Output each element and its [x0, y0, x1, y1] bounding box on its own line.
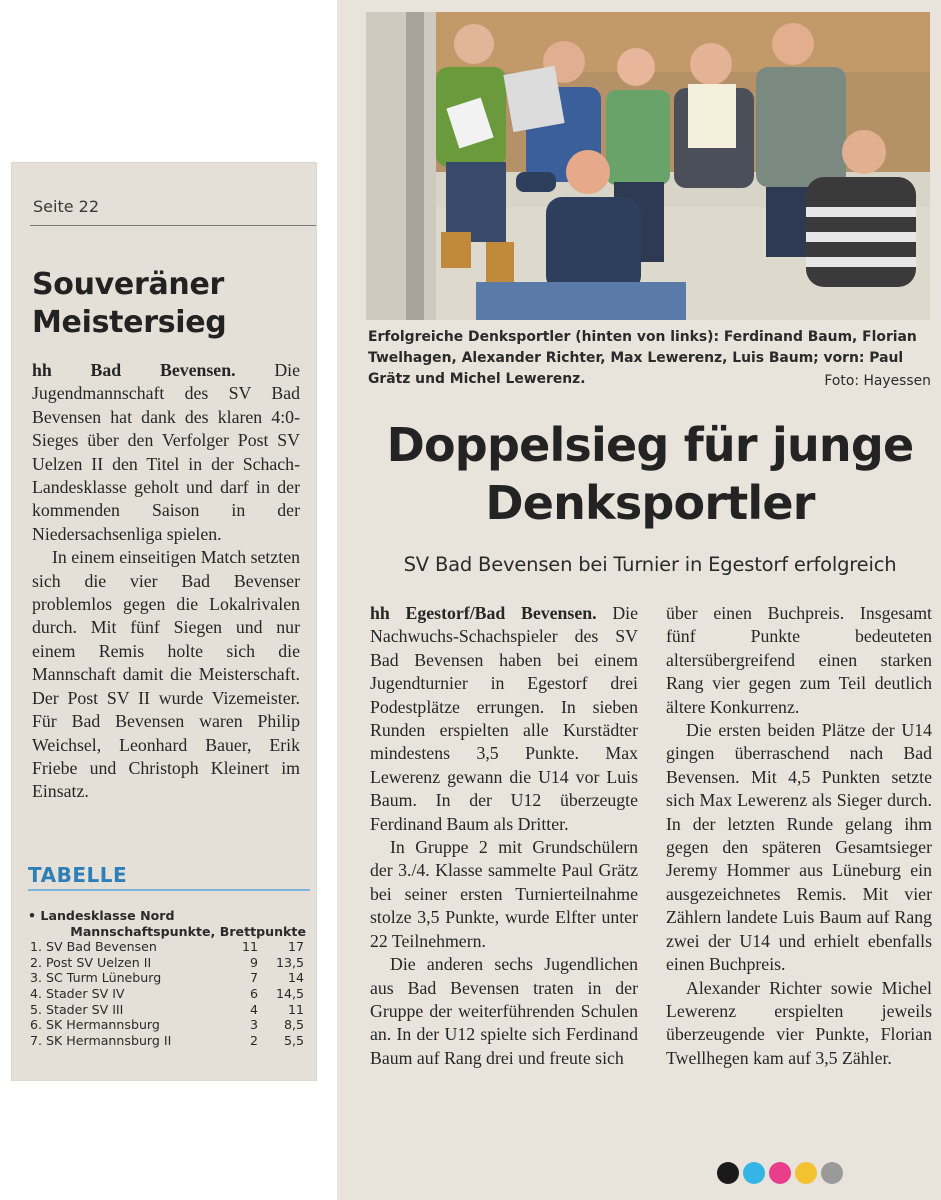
standings-row [28, 1033, 308, 1049]
page-rule [30, 225, 316, 226]
print-mark-dot [743, 1162, 765, 1184]
print-mark-dot [821, 1162, 843, 1184]
article-subline: SV Bad Bevensen bei Turnier in Egestorf erfolgreich [403, 553, 897, 576]
article-headline: Doppelsieg für junge Denksportler [386, 418, 914, 530]
standings-team: 3. SC Turm Lüneburg [30, 970, 162, 986]
standings-team-points: 2 [249, 1032, 258, 1048]
standings-board-points: 14,5 [275, 985, 304, 1001]
article-paragraph: Die ersten beiden Plätze der U14 gingen überraschend nach Bad Bevensen. Mit 4,5 Punkten setzte sich Max Lewerenz als Sieger durch. In der letzten Runde gelang ihm gegen den späteren Gesamtsieger Jeremy Hommer aus Lüneburg ein ausgezeichnetes Remis. Mit vier Zählern landete Luis Baum auf Rang zwei der U14 und erhielt ebenfalls einen Buchpreis. [666, 720, 932, 975]
team-photo [366, 12, 930, 320]
standings-board-points: 11 [287, 1001, 304, 1017]
right-article-clipping [337, 0, 941, 1200]
standings-board-points: 13,5 [275, 954, 304, 970]
article-column-1 [370, 602, 638, 1070]
standings-row [28, 1017, 308, 1033]
article-paragraph: In Gruppe 2 mit Grundschülern der 3./4. Klasse sammelte Paul Grätz bei seiner ersten Turnierteilnahme stolze 3,5 Punkte, wurde Elfter unter 22 Teilnehmern. [370, 837, 638, 951]
standings-board-points: 17 [287, 939, 304, 955]
standings-team: 5. Stader SV III [30, 1001, 124, 1017]
standings-row [28, 986, 308, 1002]
print-mark-dot [795, 1162, 817, 1184]
standings-team: 1. SV Bad Bevensen [30, 939, 157, 955]
photo-credit: Foto: Hayessen [824, 373, 931, 389]
left-dateline: hh Bad Bevensen. [32, 360, 236, 380]
article-paragraph [370, 602, 638, 836]
table-title: TABELLE [28, 863, 128, 887]
article-column-2 [666, 602, 932, 1070]
left-article-body [32, 359, 300, 804]
standings-team-points: 3 [249, 1017, 258, 1033]
standings-row [28, 939, 308, 955]
print-registration-marks [717, 1162, 857, 1186]
print-mark-dot [769, 1162, 791, 1184]
standings-team: 6. SK Hermannsburg [30, 1017, 160, 1033]
standings-row [28, 970, 308, 986]
standings-league: • Landesklasse Nord [28, 908, 175, 923]
left-paragraph-text: Die Jugendmannschaft des SV Bad Bevensen hat dank des klaren 4:0-Sieges über den Verfolger Post SV Uelzen II den Titel in der Schach-Landesklasse geholt und darf in der kommenden Saison in der Niedersachsenliga spielen. [32, 360, 300, 544]
standings-team-points: 6 [249, 985, 258, 1001]
standings-table [28, 908, 308, 1048]
photo-caption: Erfolgreiche Denksportler (hinten von links): Ferdinand Baum, Florian Twelhagen, Alexander Richter, Max Lewerenz, Luis Baum; vorn: Paul Grätz und Michel Lewerenz. [368, 329, 917, 387]
left-paragraph: In einem einseitigen Match setzten sich die vier Bad Bevenser problemlos gegen die Lokalrivalen durch. Mit fünf Siegen und nur einem Remis holte sich die Mannschaft damit die Meisterschaft. Der Post SV II wurde Vizemeister. Für Bad Bevensen waren Philip Weichsel, Leonhard Bauer, Erik Friebe und Christoph Kleinert im Einsatz. [32, 547, 300, 802]
standings-team-points: 4 [249, 1001, 258, 1017]
article-dateline: hh Egestorf/Bad Bevensen. [370, 603, 597, 623]
table-rule [28, 889, 310, 891]
article-paragraph: Die anderen sechs Jugendlichen aus Bad Bevensen traten in der Gruppe der weiterführenden Schulen an. In der U12 spielte sich Ferdinand Baum auf Rang drei und freute sich [370, 954, 638, 1068]
left-headline: Souveräner Meistersieg [32, 267, 227, 340]
standings-board-points: 14 [287, 970, 304, 986]
standings-team-points: 7 [249, 970, 258, 986]
standings-team-points: 11 [241, 939, 258, 955]
standings-team: 2. Post SV Uelzen II [30, 954, 152, 970]
standings-team: 7. SK Hermannsburg II [30, 1032, 172, 1048]
left-paragraph [32, 359, 300, 546]
article-paragraph: über einen Buchpreis. Insgesamt fünf Punkte bedeuteten altersübergreifend einen starken Rang vier gegen zum Teil deutlich ältere Konkurrenz. [666, 603, 932, 717]
standings-row [28, 1002, 308, 1018]
standings-board-points: 5,5 [283, 1032, 304, 1048]
article-paragraph-text: Die Nachwuchs-Schachspieler des SV Bad Bevensen haben bei einem Jugendturnier in Egestorf drei Podestplätze errungen. In sieben Runden erspielten alle Kurstädter mindestens 3,5 Punkte. Max Lewerenz gewann die U14 vor Luis Baum. In der U12 überzeugte Ferdinand Baum als Dritter. [370, 603, 638, 834]
left-article-clipping [12, 163, 316, 1080]
standings-team: 4. Stader SV IV [30, 985, 125, 1001]
standings-board-points: 8,5 [283, 1017, 304, 1033]
standings-columns-label: Mannschaftspunkte, Brettpunkte [70, 923, 306, 939]
page-label: Seite 22 [33, 197, 100, 216]
print-mark-dot [717, 1162, 739, 1184]
article-paragraph: Alexander Richter sowie Michel Lewerenz erspielten jeweils überzeugende vier Punkte, Florian Twellhegen kam auf 3,5 Zähler. [666, 977, 932, 1068]
standings-rows [28, 939, 308, 1048]
standings-team-points: 9 [249, 954, 258, 970]
standings-row [28, 955, 308, 971]
